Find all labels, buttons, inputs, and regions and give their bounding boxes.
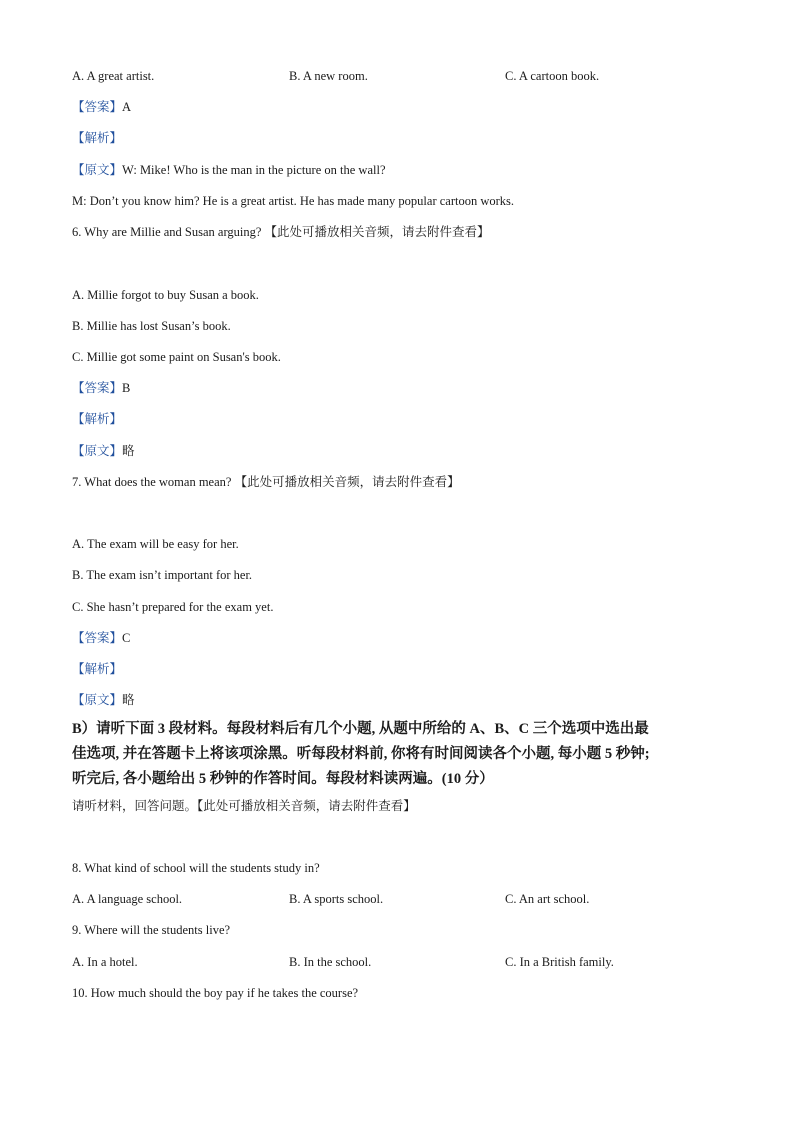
q8-option-b: B. A sports school. xyxy=(289,892,384,906)
section-b-instruction: 请听材料，回答问题。【此处可播放相关音频，请去附件查看】 xyxy=(72,799,416,813)
q9-question: 9. Where will the students live? xyxy=(72,923,231,937)
section-b-line1: B）请听下面 3 段材料。每段材料后有几个小题, 从题中所给的 A、B、C 三个选项中选出最 xyxy=(72,721,649,737)
q6-analysis: 【解析】 xyxy=(72,412,123,426)
original-tag: 【原文】 xyxy=(72,693,123,707)
original-text: 略 xyxy=(122,444,135,458)
original-tag: 【原文】 xyxy=(72,163,123,177)
answer-tag: 【答案】 xyxy=(72,631,123,645)
q5-option-c: C. A cartoon book. xyxy=(505,69,600,83)
original-tag: 【原文】 xyxy=(72,444,123,458)
q6-option-b: B. Millie has lost Susan’s book. xyxy=(72,319,231,333)
q9-option-a: A. In a hotel. xyxy=(72,955,138,969)
q10-question: 10. How much should the boy pay if he takes the course? xyxy=(72,986,359,1000)
answer-tag: 【答案】 xyxy=(72,100,123,114)
answer-tag: 【答案】 xyxy=(72,381,123,395)
q5-option-a: A. A great artist. xyxy=(72,69,155,83)
q7-analysis: 【解析】 xyxy=(72,662,123,676)
q5-option-b: B. A new room. xyxy=(289,69,368,83)
q8-option-c: C. An art school. xyxy=(505,892,590,906)
q6-option-a: A. Millie forgot to buy Susan a book. xyxy=(72,288,259,302)
q7-answer xyxy=(72,630,130,646)
section-b-line2: 佳选项, 并在答题卡上将该项涂黑。听每段材料前, 你将有时间阅读各个小题, 每小题 5 秒钟; xyxy=(72,746,650,762)
q6-question: 6. Why are Millie and Susan arguing? 【此处可播放相关音频，请去附件查看】 xyxy=(72,225,490,239)
q5-answer xyxy=(72,99,131,115)
answer-value: A xyxy=(122,100,132,114)
q8-question: 8. What kind of school will the students study in? xyxy=(72,861,320,875)
answer-value: C xyxy=(122,631,131,645)
q5-original xyxy=(72,162,386,178)
q7-original xyxy=(72,692,135,708)
q6-original xyxy=(72,443,135,459)
q6-answer xyxy=(72,380,130,396)
q7-option-a: A. The exam will be easy for her. xyxy=(72,537,239,551)
q8-option-a: A. A language school. xyxy=(72,892,183,906)
q6-option-c: C. Millie got some paint on Susan's book. xyxy=(72,350,281,364)
q5-original-line2: M: Don’t you know him? He is a great artist. He has made many popular cartoon works. xyxy=(72,194,515,208)
q9-option-b: B. In the school. xyxy=(289,955,372,969)
q7-question: 7. What does the woman mean? 【此处可播放相关音频，请去附件查看】 xyxy=(72,475,460,489)
q7-option-b: B. The exam isn’t important for her. xyxy=(72,568,253,582)
answer-value: B xyxy=(122,381,131,395)
q9-option-c: C. In a British family. xyxy=(505,955,614,969)
section-b-line3: 听完后, 各小题给出 5 秒钟的作答时间。每段材料读两遍。(10 分） xyxy=(72,771,494,787)
original-text: W: Mike! Who is the man in the picture on the wall? xyxy=(122,163,386,177)
q7-option-c: C. She hasn’t prepared for the exam yet. xyxy=(72,600,274,614)
original-text: 略 xyxy=(122,693,135,707)
q5-analysis: 【解析】 xyxy=(72,131,123,145)
